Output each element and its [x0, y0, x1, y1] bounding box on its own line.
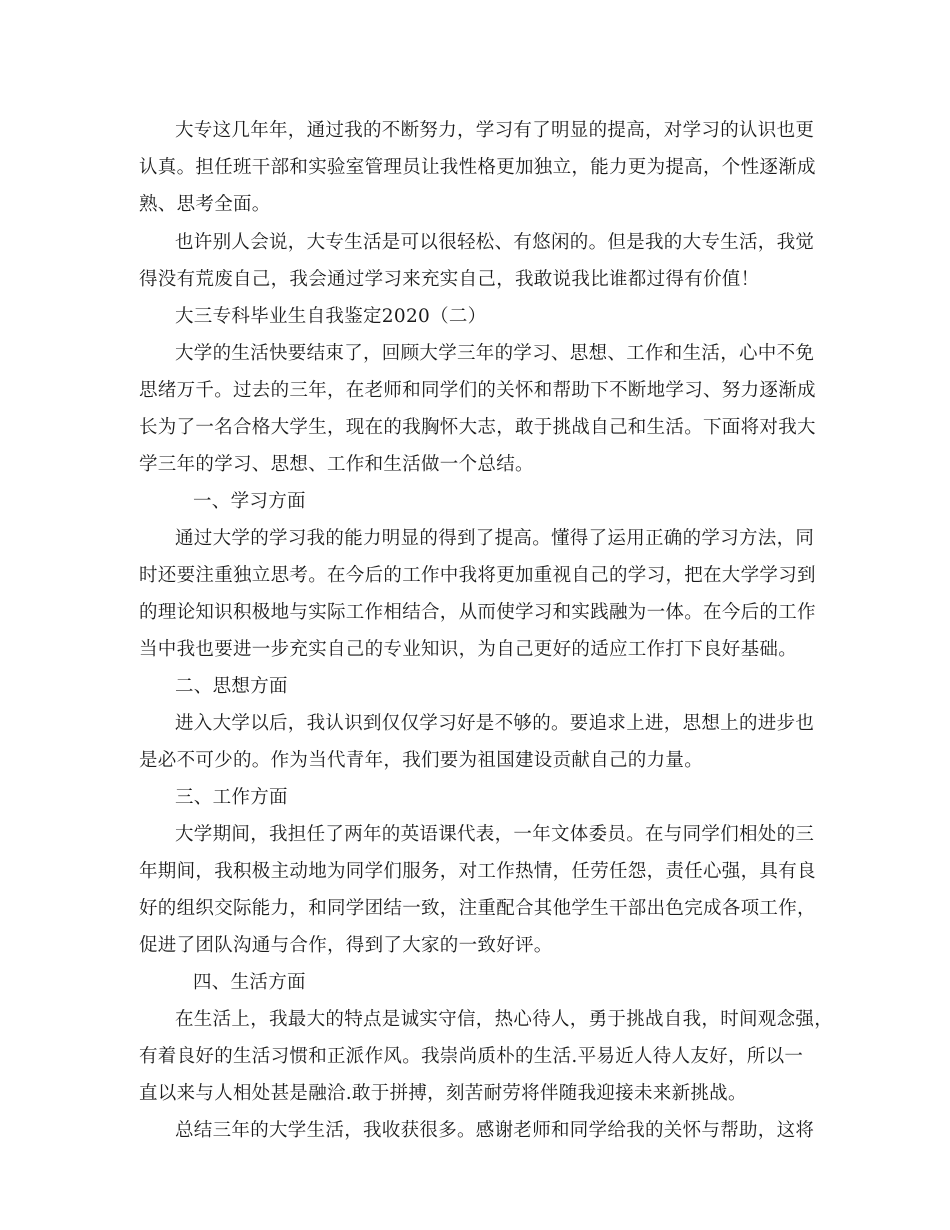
- text-line: 年期间，我积极主动地为同学们服务，对工作热情，任劳任怨，责任心强，具有良: [139, 861, 816, 882]
- text-line: 熟、思考全面。: [139, 194, 271, 215]
- section-heading: 一、学习方面: [193, 491, 306, 512]
- text-line: 在生活上，我最大的特点是诚实守信，热心待人，勇于挑战自我，时间观念强，: [175, 1009, 834, 1030]
- text-line: 时还要注重独立思考。在今后的工作中我将更加重视自己的学习，把在大学学习到: [139, 565, 816, 586]
- text-line: 长为了一名合格大学生，现在的我胸怀大志，敢于挑战自己和生活。下面将对我大: [139, 417, 816, 438]
- text-line: 是必不可少的。作为当代青年，我们要为祖国建设贡献自己的力量。: [139, 750, 704, 771]
- text-line: 进入大学以后，我认识到仅仅学习好是不够的。要追求上进，思想上的进步也: [175, 713, 815, 734]
- text-line: 学三年的学习、思想、工作和生活做一个总结。: [139, 454, 534, 475]
- text-line: 认真。担任班干部和实验室管理员让我性格更加独立，能力更为提高，个性逐渐成: [139, 157, 816, 178]
- text-line: 大学的生活快要结束了，回顾大学三年的学习、思想、工作和生活，心中不免: [175, 343, 815, 364]
- section-heading: 四、生活方面: [193, 972, 306, 993]
- section-heading: 三、工作方面: [175, 787, 288, 808]
- text-line: 总结三年的大学生活，我收获很多。感谢老师和同学给我的关怀与帮助，这将: [175, 1120, 815, 1141]
- section-title: 大三专科毕业生自我鉴定2020（二）: [175, 306, 487, 327]
- text-line: 促进了团队沟通与合作，得到了大家的一致好评。: [139, 935, 553, 956]
- text-line: 当中我也要进一步充实自己的专业知识，为自己更好的适应工作打下良好基础。: [139, 639, 798, 660]
- text-line: 大学期间，我担任了两年的英语课代表，一年文体委员。在与同学们相处的三: [175, 824, 815, 845]
- text-line: 思绪万千。过去的三年，在老师和同学们的关怀和帮助下不断地学习、努力逐渐成: [139, 380, 816, 401]
- text-line: 通过大学的学习我的能力明显的得到了提高。懂得了运用正确的学习方法，同: [175, 528, 815, 549]
- section-heading: 二、思想方面: [175, 676, 288, 697]
- text-line: 大专这几年年，通过我的不断努力，学习有了明显的提高，对学习的认识也更: [175, 120, 815, 141]
- text-line: 有着良好的生活习惯和正派作风。我崇尚质朴的生活.平易近人待人友好，所以一: [139, 1046, 804, 1067]
- text-line: 好的组织交际能力，和同学团结一致，注重配合其他学生干部出色完成各项工作，: [139, 898, 816, 919]
- text-line: 直以来与人相处甚是融洽.敢于拼搏，刻苦耐劳将伴随我迎接未来新挑战。: [139, 1083, 747, 1104]
- text-line: 的理论知识积极地与实际工作相结合，从而使学习和实践融为一体。在今后的工作: [139, 602, 816, 623]
- text-line: 也许别人会说，大专生活是可以很轻松、有悠闲的。但是我的大专生活，我觉: [175, 232, 815, 253]
- text-line: 得没有荒废自己，我会通过学习来充实自己，我敢说我比谁都过得有价值！: [139, 269, 760, 290]
